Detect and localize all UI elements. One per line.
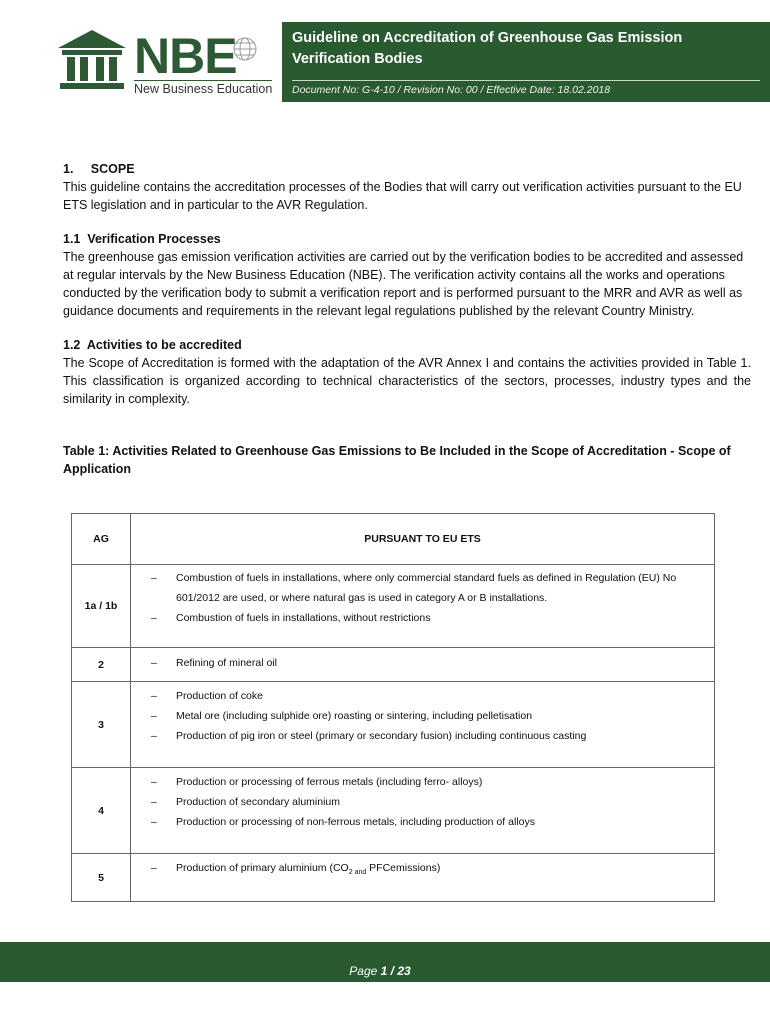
table-row (72, 682, 715, 768)
document-header (282, 22, 770, 102)
activity-item: – Production or processing of ferrous metals (including ferro- alloys) (151, 772, 704, 792)
page-total: 23 (397, 964, 411, 978)
activities-cell (131, 648, 715, 682)
activity-item: – Combustion of fuels in installations, where only commercial standard fuels as defined in Regulation (EU) No 601/2012 are used, or where natural gas is used in category A or B installations. (151, 568, 704, 608)
activity-subscript: 2 and (348, 869, 367, 877)
activity-item: – Refining of mineral oil (151, 653, 704, 673)
page-label: Page (349, 964, 381, 978)
header-ag: AG (72, 514, 131, 565)
activity-item: – Production or processing of non-ferrous metals, including production of alloys (151, 812, 704, 832)
activities-cell (131, 682, 715, 768)
document-title: Guideline on Accreditation of Greenhouse Gas Emission Verification Bodies (292, 30, 683, 67)
section-activities-title: 1.2 Activities to be accredited (63, 338, 242, 352)
table-row (72, 768, 715, 854)
ag-cell: 4 (72, 768, 131, 854)
header-divider (292, 80, 760, 81)
section-verification-text: The greenhouse gas emission verification activities are carried out by the verification bodies to be accredited and assessed at regular intervals by the New Business Education (NBE). The verification activity contains all the works and operations conducted by the verification body to submit a verification report and is performed pursuant to the MRR and AVR as well as guidance documents and requirements in the relevant legal regulations published by the relevant Country Ministry. (63, 250, 744, 318)
activities-cell (131, 854, 715, 902)
table-row (72, 854, 715, 902)
activity-text-suffix: PFCemissions) (366, 862, 441, 874)
table-header-row (72, 514, 715, 565)
section-verification-title: 1.1 Verification Processes (63, 232, 221, 246)
activity-item: – Production of coke (151, 686, 704, 706)
activities-cell (131, 768, 715, 854)
ag-cell: 5 (72, 854, 131, 902)
logo-subtitle: New Business Education (134, 82, 273, 96)
ag-cell: 1a / 1b (72, 565, 131, 648)
table-caption: Table 1: Activities Related to Greenhouse Gas Emissions to Be Included in the Scope of Accreditation - Scope of Application (63, 444, 731, 476)
document-meta: Document No: G-4-10 / Revision No: 00 / Effective Date: 18.02.2018 (292, 84, 611, 96)
section-scope-text: This guideline contains the accreditation processes of the Bodies that will carry out verification activities pursuant to the EU ETS legislation and in particular to the AVR Regulation. (63, 180, 742, 212)
page-number (0, 964, 760, 978)
ag-cell: 3 (72, 682, 131, 768)
header-pursuant: PURSUANT TO EU ETS (131, 514, 715, 565)
nbe-logo (56, 24, 272, 98)
activity-item (151, 858, 704, 883)
logo-wordmark: NBE (134, 28, 237, 84)
section-scope-title: 1. SCOPE (63, 162, 135, 176)
table-row (72, 648, 715, 682)
activity-item: – Metal ore (including sulphide ore) roasting or sintering, including pelletisation (151, 706, 704, 726)
activity-text: Production of primary aluminium (CO (176, 862, 349, 874)
document-body (63, 160, 751, 478)
ag-cell: 2 (72, 648, 131, 682)
page-separator: / (387, 964, 398, 978)
activity-item: – Production of pig iron or steel (primary or secondary fusion) including continuous casting (151, 726, 704, 746)
section-activities-text: The Scope of Accreditation is formed with the adaptation of the AVR Annex I and contains the activities provided in Table 1. This classification is organized according to technical characteristics of the sectors, processes, industry types and the similarity in complexity. (63, 356, 751, 406)
page-current: 1 (380, 964, 388, 978)
activities-cell (131, 565, 715, 648)
activity-item: – Combustion of fuels in installations, without restrictions (151, 608, 704, 628)
accreditation-table (71, 513, 715, 902)
table-row (72, 565, 715, 648)
building-icon (56, 28, 128, 92)
globe-icon (232, 36, 258, 62)
activity-item: – Production of secondary aluminium (151, 792, 704, 812)
